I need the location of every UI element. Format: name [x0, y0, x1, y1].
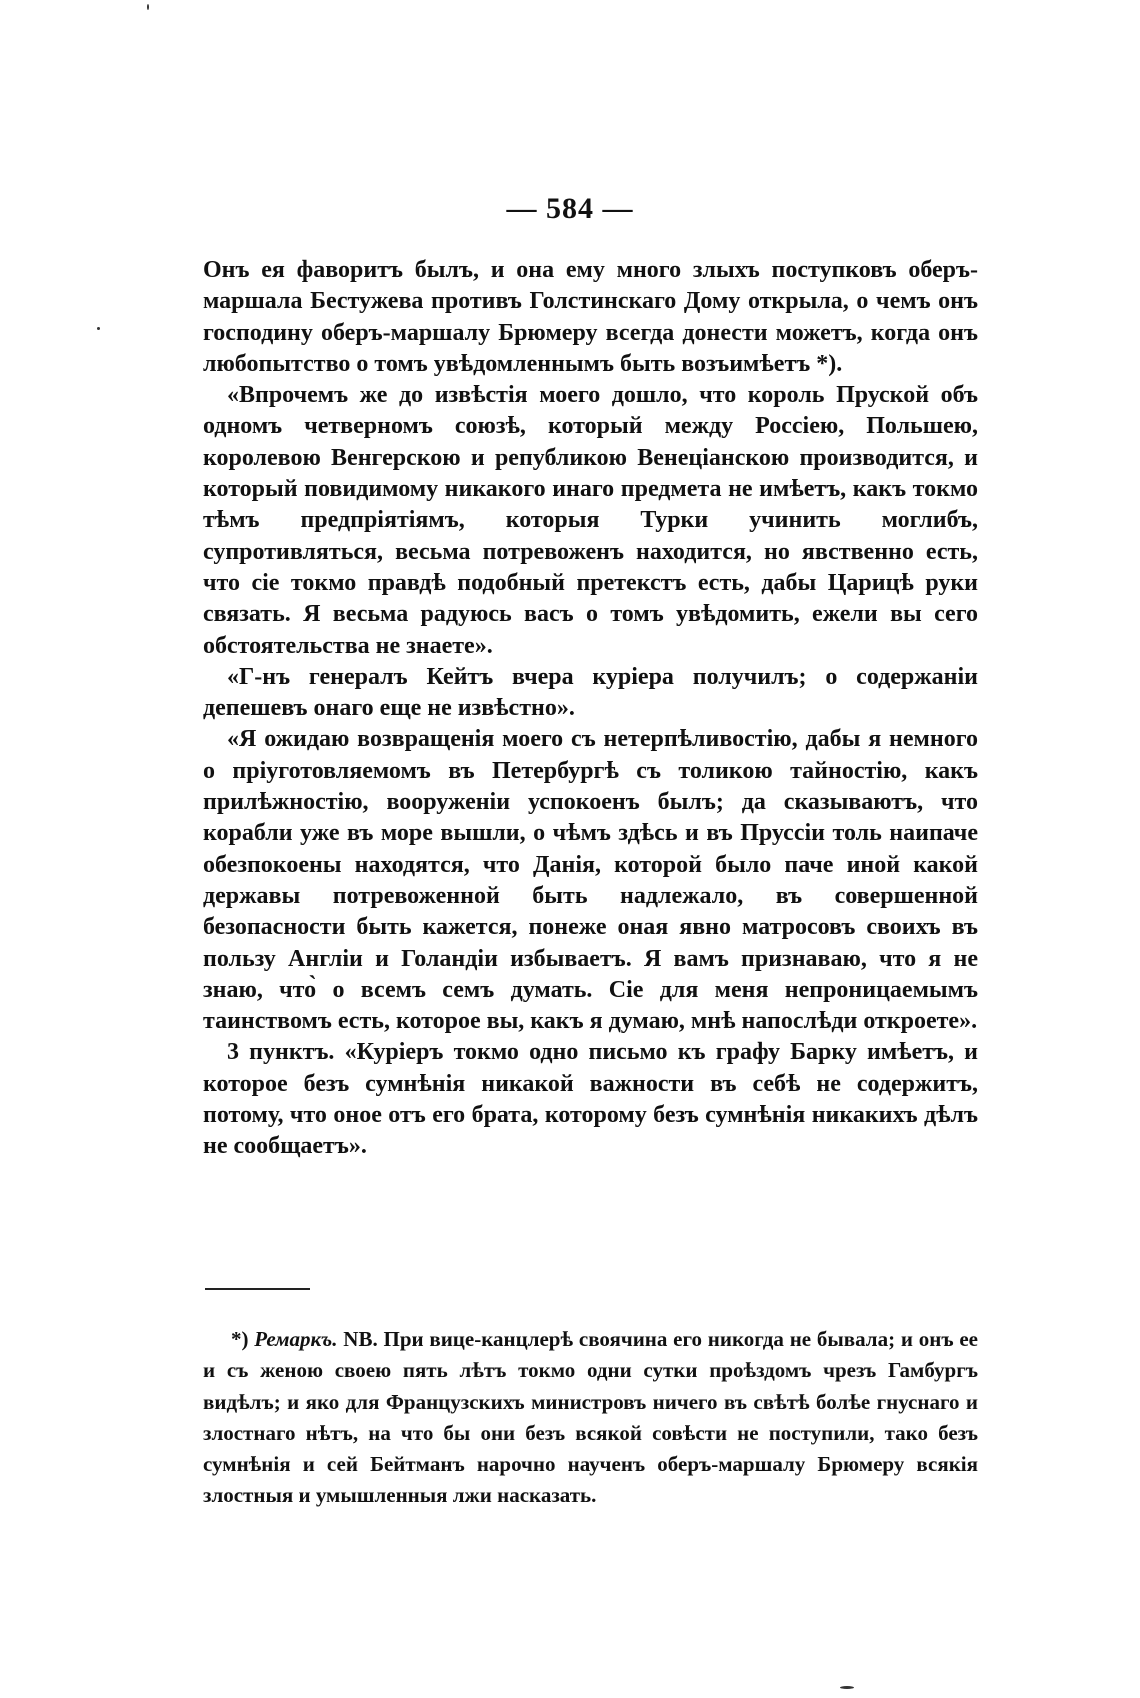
scan-speck: [97, 327, 100, 330]
footnote-divider: [205, 1288, 310, 1290]
paragraph-2: «Впрочемъ же до извѣстія моего дошло, что король Пруской объ одномъ четверномъ союзѣ, который между Россіею, Польшею, королевою Венгерскою и републикою Венеціанскою производится, и который повидимому никакого инаго предмета не имѣетъ, какъ токмо тѣмъ предпріятіямъ, которыя Турки учинить моглибъ, супротивляться, весьма потревоженъ находится, но явственно есть, что сіе токмо правдѣ подобный претекстъ есть, дабы Царицѣ руки связать. Я весьма радуюсь васъ о томъ увѣдомить, ежели вы сего обстоятельства не знаете».: [203, 382, 978, 659]
page-number: — 584 —: [506, 192, 634, 225]
main-text: [203, 255, 978, 1163]
paragraph-1: Онъ ея фаворитъ былъ, и она ему много злыхъ поступковъ оберъ-маршала Бестужева противъ Голстинскаго Дому открыла, о чемъ онъ господину оберъ-маршалу Брюмеру всегда донести можетъ, когда онъ любопытство о томъ увѣдомленнымъ быть возъимѣетъ *).: [203, 257, 978, 377]
footnote: [203, 1324, 978, 1512]
paragraph-5: 3 пунктъ. «Куріеръ токмо одно письмо къ графу Барку имѣетъ, и которое безъ сумнѣнія никакой важности въ себѣ не содержитъ, потому, что оное отъ его брата, которому безъ сумнѣнія никакихъ дѣлъ не сообщаетъ».: [203, 1039, 978, 1160]
paragraph-4: «Я ожидаю возвращенія моего съ нетерпѣливостію, дабы я немного о пріуготовляемомъ въ Петербургѣ съ толикою тайностію, какъ прилѣжностію, вооруженіи успокоенъ былъ; да сказываютъ, что корабли уже въ море вышли, о чѣмъ здѣсь и въ Пруссіи толь наипаче обезпокоены находятся, что Данія, которой было паче иной какой державы потревоженной быть надлежало, въ совершенной безопасности быть кажется, понеже оная явно матросовъ своихъ въ пользу Англіи и Голандіи избываетъ. Я вамъ признаваю, что я не знаю, что̀ о всемъ семъ думать. Сіе для меня непроницаемымъ таинствомъ есть, которое вы, какъ я думаю, мнѣ напослѣди откроете».: [203, 726, 978, 1035]
footnote-paragraph: [203, 1324, 978, 1512]
paragraph-3: «Г-нъ генералъ Кейтъ вчера куріера получилъ; о содержаніи депешевъ онаго еще не извѣстно».: [203, 663, 978, 722]
scan-speck: [147, 4, 149, 10]
footnote-marker: *): [231, 1327, 249, 1351]
scan-speck: [840, 1686, 854, 1689]
footnote-label: Ремаркъ.: [254, 1327, 338, 1351]
footnote-text: NB. При вице-канцлерѣ своячина его никогда не бывала; и онъ ее и съ женою своею пять лѣтъ токмо одни сутки проѣздомъ чрезъ Гамбургъ видѣлъ; и яко для Французскихъ министровъ ничего въ свѣтѣ болѣе гнуснаго и злостнаго нѣтъ, на что бы они безъ всякой совѣсти не поступили, тако безъ сумнѣнія и сей Бейтманъ нарочно наученъ оберъ-маршалу Брюмеру всякія злостныя и умышленныя лжи насказать.: [203, 1327, 979, 1508]
